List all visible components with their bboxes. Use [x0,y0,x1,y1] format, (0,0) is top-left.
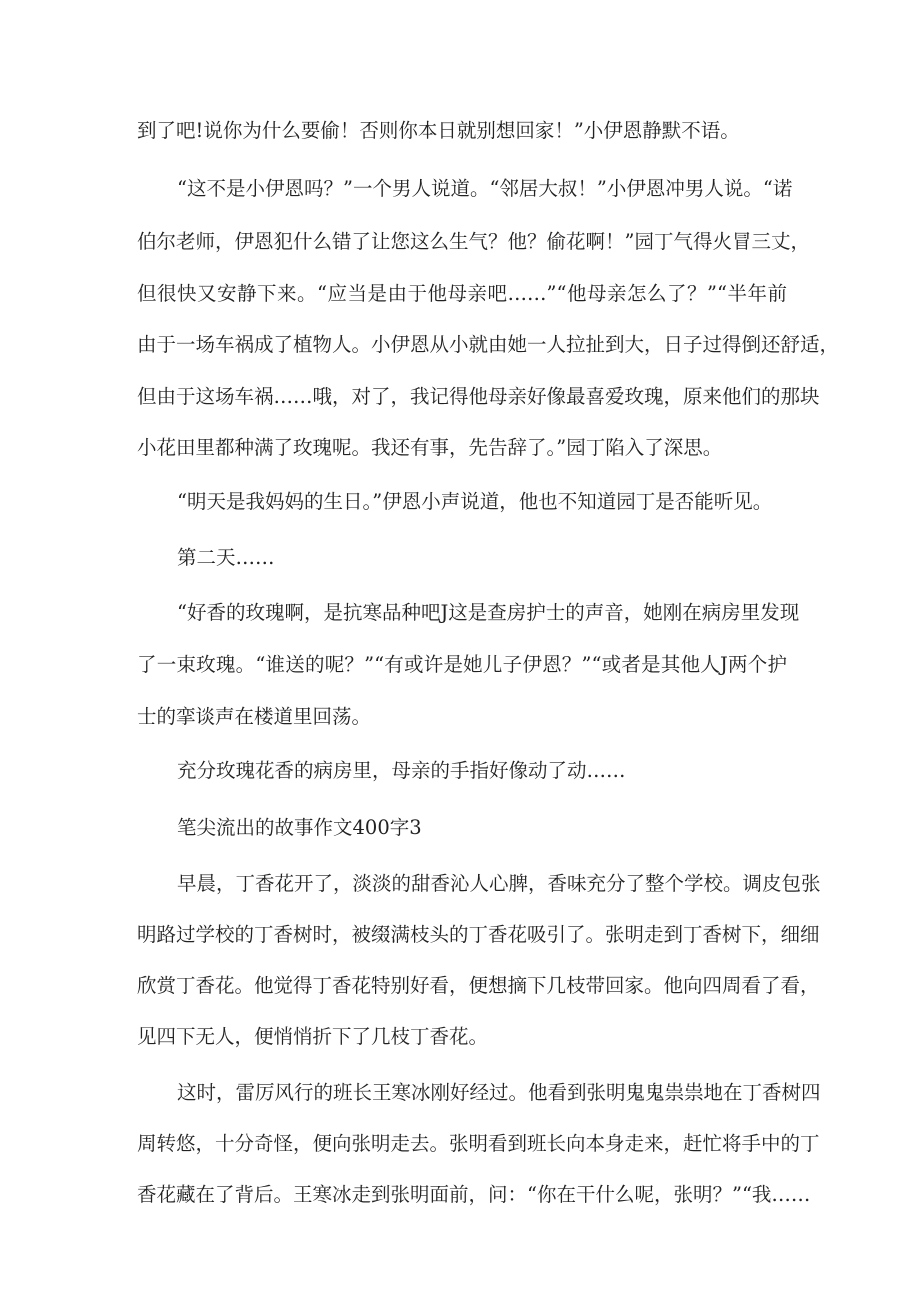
text-line-6: 但由于这场车祸……哦，对了，我记得他母亲好像最喜爱玫瑰，原来他们的那块 [137,385,820,408]
text-line-11: 了一束玫瑰。“谁送的呢？”“有或许是她儿子伊恩？”“或者是其他人J两个护 [137,653,787,676]
text-line-1: 到了吧!说你为什么要偷！否则你本日就别想回家！”小伊恩静默不语。 [137,119,740,142]
text-line-13: 充分玫瑰花香的病房里，母亲的手指好像动了动…… [177,759,626,782]
text-line-9: 第二天…… [177,546,275,569]
text-line-3: 伯尔老师，伊恩犯什么错了让您这么生气？他？偷花啊！”园丁气得火冒三丈， [137,230,810,253]
text-line-8: “明天是我妈妈的生日。”伊恩小声说道，他也不知道园丁是否能听见。 [177,490,773,513]
text-line-10: “好香的玫瑰啊，是抗寒品种吧J这是查房护士的声音，她刚在病房里发现 [177,601,800,624]
text-line-19: 这时，雷厉风行的班长王寒冰刚好经过。他看到张明鬼鬼祟祟地在丁香树四 [177,1081,821,1104]
text-line-18: 见四下无人，便悄悄折下了几枝丁香花。 [137,1025,489,1048]
text-line-16: 明路过学校的丁香树时，被缀满枝头的丁香花吸引了。张明走到丁香树下，细细 [137,923,820,946]
text-line-5: 由于一场车祸成了植物人。小伊恩从小就由她一人拉扯到大，日子过得倒还舒适， [137,333,840,356]
text-line-4: 但很快又安静下来。“应当是由于他母亲吧……”“他母亲怎么了？”“半年前 [137,282,787,305]
text-line-2: “这不是小伊恩吗？”一个男人说道。“邻居大叔！”小伊恩冲男人说。“诺 [177,177,793,200]
text-line-21: 香花藏在了背后。王寒冰走到张明面前，问：“你在干什么呢，张明？”“我…… [137,1183,811,1206]
text-line-14: 笔尖流出的故事作文400字3 [177,816,422,839]
text-line-7: 小花田里都种满了玫瑰呢。我还有事，先告辞了。”园丁陷入了深思。 [137,436,723,459]
text-line-17: 欣赏丁香花。他觉得丁香花特别好看，便想摘下几枝带回家。他向四周看了看， [137,974,820,997]
text-line-20: 周转悠，十分奇怪，便向张明走去。张明看到班长向本身走来，赶忙将手中的丁 [137,1132,820,1155]
text-line-15: 早晨，丁香花开了，淡淡的甜香沁人心脾，香味充分了整个学校。调皮包张 [177,872,821,895]
text-line-12: 士的挛谈声在楼道里回荡。 [137,705,372,728]
